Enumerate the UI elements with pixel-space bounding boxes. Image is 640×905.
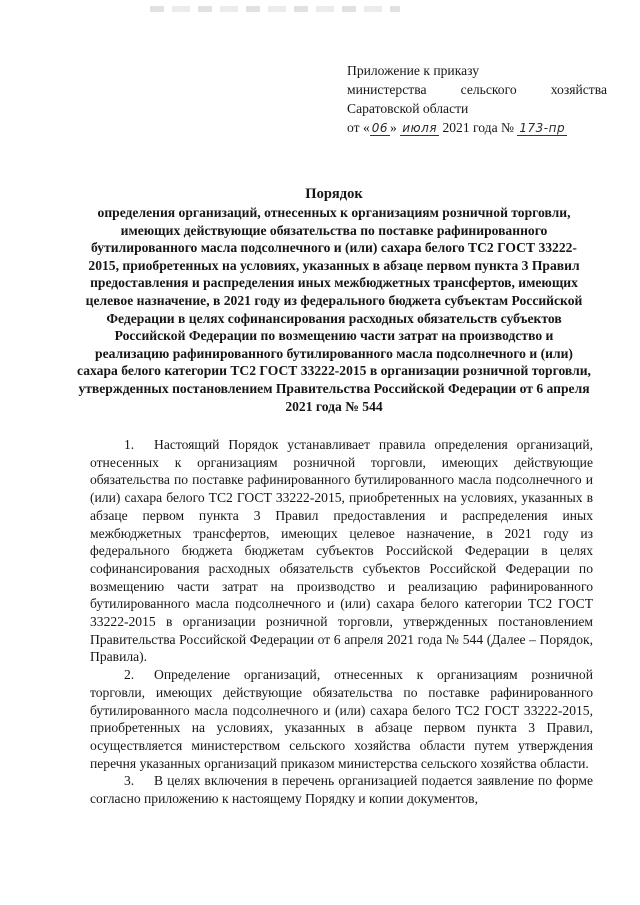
date-prefix: от « — [347, 120, 370, 135]
paragraph-2 — [90, 666, 593, 772]
paragraph-number: 2. — [124, 667, 135, 683]
paragraph-text: В целях включения в перечень организацией подается заявление по форме согласно приложению к настоящему Порядку и копии документов, — [90, 773, 593, 807]
paragraph-number: 3. — [124, 773, 135, 789]
title-heading: Порядок — [305, 186, 363, 202]
date-year: 2021 года № — [439, 120, 518, 135]
date-mid: » — [390, 120, 401, 135]
approval-stamp — [347, 61, 607, 138]
date-day-handwritten: 06 — [371, 121, 389, 135]
order-date-line — [347, 118, 607, 138]
order-number-handwritten: 173-пр — [519, 121, 566, 135]
paragraph-3 — [90, 772, 593, 807]
scan-artifact — [150, 6, 400, 12]
document-body — [90, 436, 593, 808]
paragraph-text: Настоящий Порядок устанавливает правила определения организаций, отнесенных к организациям розничной торговли, имеющих действующие обязательства по поставке рафинированного бутилированного масла подсолнечного и (или) сахара белого ТС2 ГОСТ 33222-2015, приобретенных на условиях, указанных в абзаце первом пункта 3 Правил предоставления и распределения иных межбюджетных трансфертов, имеющих целевое назначение, в 2021 году из федерального бюджета бюджетам субъектов Российской Федерации в целях софинансирования расходных обязательств субъектов Российской Федерации по возмещению части затрат на производство и реализацию рафинированного бутилированного масла подсолнечного и (или) сахара белого категории ТС2 ГОСТ 33222-2015 в организации розничной торговли, утвержденных постановлением Правительства Российской Федерации от 6 апреля 2021 года № 544 (Далее – Порядок, Правила). — [90, 437, 593, 665]
ministry-line: министерства сельского хозяйства — [347, 82, 607, 97]
paragraph-1 — [90, 436, 593, 666]
title-subtitle: определения организаций, отнесенных к организациям розничной торговли, имеющих действующие обязательства по поставке рафинированного бутилированного масла подсолнечного и (или) сахара белого ТС2 ГОСТ 33222-2015, приобретенных на условиях, указанных в абзаце первом пункта 3 Правил предоставления и распределения иных межбюджетных трансфертов, имеющих целевое назначение, в 2021 году из федерального бюджета субъектам Российской Федерации в целях софинансирования расходных обязательств субъектов Российской Федерации по возмещению части затрат на производство и реализацию рафинированного бутилированного масла подсолнечного и (или) сахара белого категории ТС2 ГОСТ 33222-2015 в организации розничной торговли, утвержденных постановлением Правительства Российской Федерации от 6 апреля 2021 года № 544 — [77, 205, 591, 414]
document-title — [76, 185, 592, 415]
paragraph-number: 1. — [124, 437, 135, 452]
date-month-handwritten: июля — [402, 121, 438, 135]
region-line: Саратовской области — [347, 101, 469, 116]
appendix-line: Приложение к приказу — [347, 63, 480, 78]
paragraph-text: Определение организаций, отнесенных к организациям розничной торговли, имеющих действующие обязательства по поставке рафинированного бутилированного масла подсолнечного и (или) сахара белого ТС2 ГОСТ 33222-2015, приобретенных на условиях, указанных в абзаце первом пункта 3 Правил, осуществляется министерством сельского хозяйства области путем утверждения перечня указанных организаций приказом министерства сельского хозяйства области. — [90, 667, 593, 771]
